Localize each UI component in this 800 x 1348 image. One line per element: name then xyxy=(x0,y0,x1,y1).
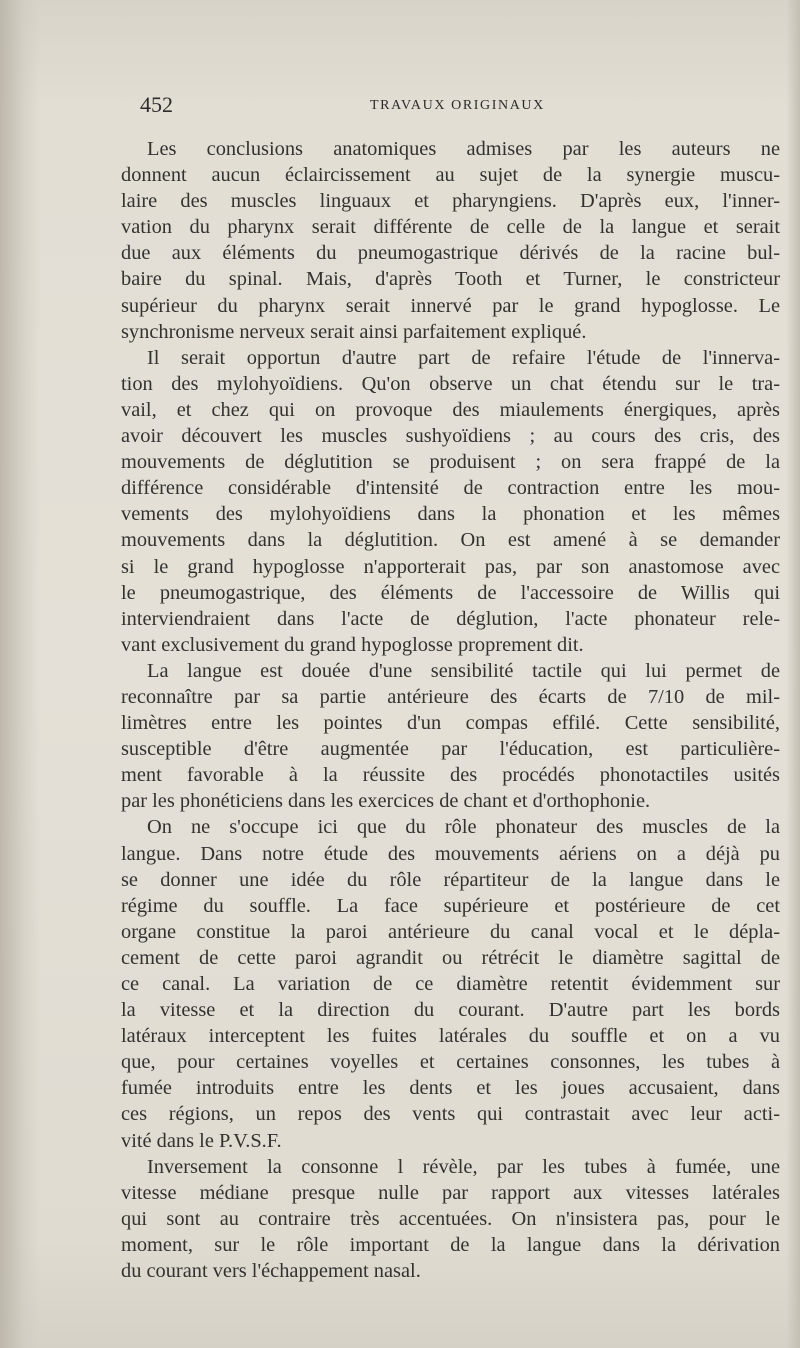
text-line: cement de cette paroi agrandit ou rétrécit le diamètre sagittal de xyxy=(121,946,780,969)
text-line: organe constitue la paroi antérieure du canal vocal et le dépla- xyxy=(121,920,780,943)
paragraph-2 xyxy=(121,345,780,658)
text-line: latéraux interceptent les fuites latérales du souffle et on a vu xyxy=(121,1025,780,1048)
text-line: laire des muscles linguaux et pharyngiens. D'après eux, l'inner- xyxy=(121,190,780,213)
paragraph-3 xyxy=(121,658,780,815)
text-line: mouvements dans la déglutition. On est amené à se demander xyxy=(121,529,780,552)
text-line: vant exclusivement du grand hypoglosse proprement dit. xyxy=(121,633,584,656)
text-line: synchronisme nerveux serait ainsi parfaitement expliqué. xyxy=(121,320,587,343)
text-line: due aux éléments du pneumogastrique dérivés de la racine bul- xyxy=(121,242,780,265)
text-line: avoir découvert les muscles sushyoïdiens ; au cours des cris, des xyxy=(121,425,780,448)
text-line: le pneumogastrique, des éléments de l'accessoire de Willis qui xyxy=(121,581,780,604)
text-line: On ne s'occupe ici que du rôle phonateur des muscles de la xyxy=(147,816,780,839)
text-line: régime du souffle. La face supérieure et postérieure de cet xyxy=(121,894,780,917)
text-line: du courant vers l'échappement nasal. xyxy=(121,1260,421,1283)
paragraph-1 xyxy=(121,136,780,345)
text-line: baire du spinal. Mais, d'après Tooth et Turner, le constricteur xyxy=(121,268,780,291)
text-line: La langue est douée d'une sensibilité tactile qui lui permet de xyxy=(147,659,780,682)
text-line: vements des mylohyoïdiens dans la phonation et les mêmes xyxy=(121,503,780,526)
text-line: moment, sur le rôle important de la langue dans la dérivation xyxy=(121,1233,780,1256)
page-header xyxy=(140,92,780,120)
text-line: Il serait opportun d'autre part de refaire l'étude de l'innerva- xyxy=(147,346,780,369)
text-line: vation du pharynx serait différente de celle de la langue et serait xyxy=(121,216,780,239)
text-line: tion des mylohyoïdiens. Qu'on observe un chat étendu sur le tra- xyxy=(121,372,780,395)
text-line: ces régions, un repos des vents qui contrastait avec leur acti- xyxy=(121,1103,780,1126)
text-line: mouvements de déglutition se produisent ; on sera frappé de la xyxy=(121,451,780,474)
text-line: supérieur du pharynx serait innervé par le grand hypoglosse. Le xyxy=(121,294,780,317)
text-line: ment favorable à la réussite des procédés phonotactiles usités xyxy=(121,764,780,787)
paragraph-4 xyxy=(121,814,780,1153)
text-line: limètres entre les pointes d'un compas effilé. Cette sensibilité, xyxy=(121,712,780,735)
text-line: par les phonéticiens dans les exercices de chant et d'orthophonie. xyxy=(121,790,651,813)
text-line: donnent aucun éclaircissement au sujet de la synergie muscu- xyxy=(121,164,780,187)
body-text xyxy=(121,136,780,1284)
text-line: susceptible d'être augmentée par l'éducation, est particulière- xyxy=(121,738,780,761)
paragraph-5 xyxy=(121,1154,780,1284)
running-head: TRAVAUX ORIGINAUX xyxy=(370,98,545,113)
text-line: interviendraient dans l'acte de déglution, l'acte phonateur rele- xyxy=(121,607,780,630)
text-line: se donner une idée du rôle répartiteur de la langue dans le xyxy=(121,868,780,891)
text-line: langue. Dans notre étude des mouvements aériens on a déjà pu xyxy=(121,842,780,865)
text-line: Inversement la consonne l révèle, par les tubes à fumée, une xyxy=(147,1155,780,1178)
text-line: Les conclusions anatomiques admises par les auteurs ne xyxy=(147,138,780,160)
text-line: reconnaître par sa partie antérieure des écarts de 7/10 de mil- xyxy=(121,685,780,708)
text-line: vitesse médiane presque nulle par rapport aux vitesses latérales xyxy=(121,1181,780,1204)
text-line: vité dans le P.V.S.F. xyxy=(121,1129,282,1152)
page-number: 452 xyxy=(140,92,173,117)
text-line: fumée introduits entre les dents et les joues accusaient, dans xyxy=(121,1077,780,1100)
text-line: différence considérable d'intensité de contraction entre les mou- xyxy=(121,477,780,500)
text-line: si le grand hypoglosse n'apporterait pas, par son anastomose avec xyxy=(121,555,780,578)
text-line: qui sont au contraire très accentuées. On n'insistera pas, pour le xyxy=(121,1207,780,1230)
text-line: que, pour certaines voyelles et certaines consonnes, les tubes à xyxy=(121,1051,780,1074)
text-line: vail, et chez qui on provoque des miaulements énergiques, après xyxy=(121,398,780,421)
text-line: ce canal. La variation de ce diamètre retentit évidemment sur xyxy=(121,973,780,995)
text-line: la vitesse et la direction du courant. D'autre part les bords xyxy=(121,999,780,1022)
